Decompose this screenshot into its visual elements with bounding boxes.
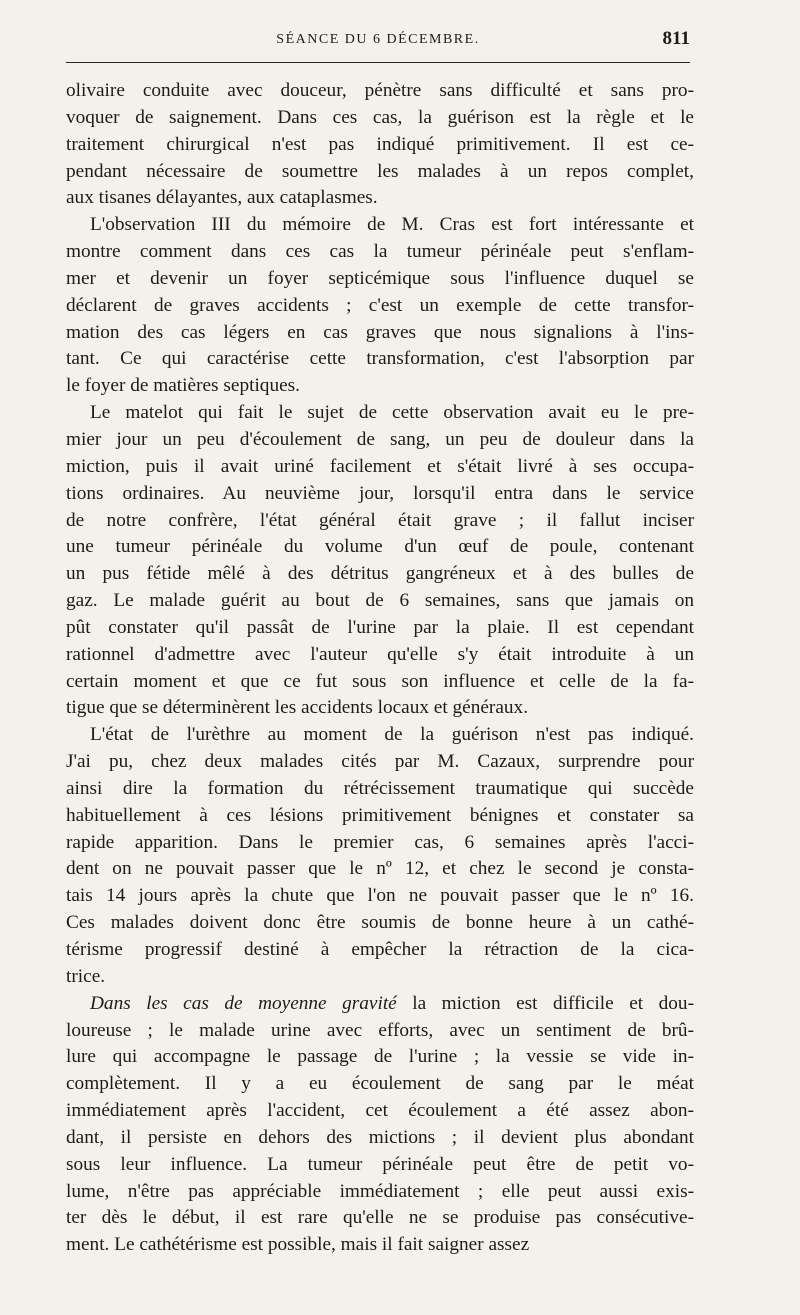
text-line: Le matelot qui fait le sujet de cette observation avait eu le pre-	[90, 402, 694, 424]
text-line: tant. Ce qui caractérise cette transformation, c'est l'absorption par	[66, 348, 694, 370]
text-line: habituellement à ces lésions primitivement bénignes et constater sa	[66, 804, 694, 826]
text-line: miction, puis il avait uriné facilement et s'était livré à ses occupa-	[66, 455, 694, 477]
text-line: pût constater qu'il passât de l'urine par la plaie. Il est cependant	[66, 616, 694, 638]
page-number: 811	[662, 28, 690, 49]
text-line: tions ordinaires. Au neuvième jour, lorsqu'il entra dans le service	[66, 482, 694, 504]
text-line: gaz. Le malade guérit au bout de 6 semaines, sans que jamais on	[66, 590, 694, 612]
text-line: dant, il persiste en dehors des mictions ; il devient plus abondant	[66, 1126, 694, 1148]
text-line: rapide apparition. Dans le premier cas, 6 semaines après l'acci-	[66, 831, 694, 853]
paragraph	[66, 991, 694, 1259]
text-line: dent on ne pouvait passer que le nº 12, et chez le second je consta-	[66, 858, 694, 880]
italic-lead: Dans les cas de moyenne gravité	[90, 992, 397, 1014]
text-line: tais 14 jours après la chute que l'on ne pouvait passer que le nº 16.	[66, 885, 694, 907]
text-line: olivaire conduite avec douceur, pénètre sans difficulté et sans pro-	[66, 80, 694, 101]
text-line: ainsi dire la formation du rétrécissement traumatique qui succède	[66, 777, 694, 799]
paragraph	[66, 400, 694, 722]
page-header	[66, 28, 690, 56]
header-rule	[66, 62, 690, 63]
text-line: L'état de l'urèthre au moment de la guérison n'est pas indiqué.	[90, 724, 694, 746]
text-line: certain moment et que ce fut sous son influence et celle de la fa-	[66, 670, 694, 692]
text-line: mer et devenir un foyer septicémique sous l'influence duquel se	[66, 267, 694, 289]
paragraph	[66, 78, 694, 212]
running-title: SÉANCE DU 6 DÉCEMBRE.	[276, 32, 480, 47]
text-line: mation des cas légers en cas graves que nous signalions à l'ins-	[66, 321, 694, 343]
text-line: J'ai pu, chez deux malades cités par M. Cazaux, surprendre pour	[66, 751, 694, 773]
text-line: trice.	[66, 965, 106, 987]
text-line: déclarent de graves accidents ; c'est un exemple de cette transfor-	[66, 294, 694, 316]
text-line: lume, n'être pas appréciable immédiatement ; elle peut aussi exis-	[66, 1180, 694, 1202]
text-line: le foyer de matières septiques.	[66, 375, 300, 397]
text-line: ment. Le cathétérisme est possible, mais il fait saigner assez	[66, 1234, 530, 1256]
text-line: de notre confrère, l'état général était grave ; il fallut inciser	[66, 509, 694, 531]
text-line: une tumeur périnéale du volume d'un œuf de poule, contenant	[66, 536, 694, 558]
text-line: térisme progressif destiné à empêcher la rétraction de la cica-	[66, 939, 694, 960]
text-line: montre comment dans ces cas la tumeur périnéale peut s'enflam-	[66, 241, 694, 263]
text-line: voquer de saignement. Dans ces cas, la guérison est la règle et le	[66, 106, 694, 128]
text-line: L'observation III du mémoire de M. Cras est fort intéressante et	[90, 214, 694, 236]
text-line: pendant nécessaire de soumettre les malades à un repos complet,	[66, 160, 694, 182]
text-line: immédiatement après l'accident, cet écoulement a été assez abon-	[66, 1100, 694, 1122]
line-rest: la miction est difficile et dou-	[396, 992, 694, 1014]
text-line: tigue que se déterminèrent les accidents locaux et généraux.	[66, 697, 529, 719]
text-line: Ces malades doivent donc être soumis de bonne heure à un cathé-	[66, 912, 694, 934]
paragraph	[66, 212, 694, 400]
text-line: mier jour un peu d'écoulement de sang, un peu de douleur dans la	[66, 428, 694, 450]
text-line	[66, 991, 694, 1018]
text-line: complètement. Il y a eu écoulement de sang par le méat	[66, 1073, 694, 1095]
text-line: aux tisanes délayantes, aux cataplasmes.	[66, 187, 378, 209]
body-text	[66, 78, 694, 1259]
text-line: loureuse ; le malade urine avec efforts, avec un sentiment de brû-	[66, 1019, 694, 1041]
text-line: lure qui accompagne le passage de l'urine ; la vessie se vide in-	[66, 1046, 694, 1068]
paragraph	[66, 722, 694, 990]
text-line: rationnel d'admettre avec l'auteur qu'elle s'y était introduite à un	[66, 643, 694, 665]
text-line: sous leur influence. La tumeur périnéale peut être de petit vo-	[66, 1153, 694, 1175]
text-line: traitement chirurgical n'est pas indiqué primitivement. Il est ce-	[66, 133, 694, 155]
text-line: ter dès le début, il est rare qu'elle ne se produise pas consécutive-	[66, 1207, 694, 1229]
text-line: un pus fétide mêlé à des détritus gangréneux et à des bulles de	[66, 563, 694, 585]
